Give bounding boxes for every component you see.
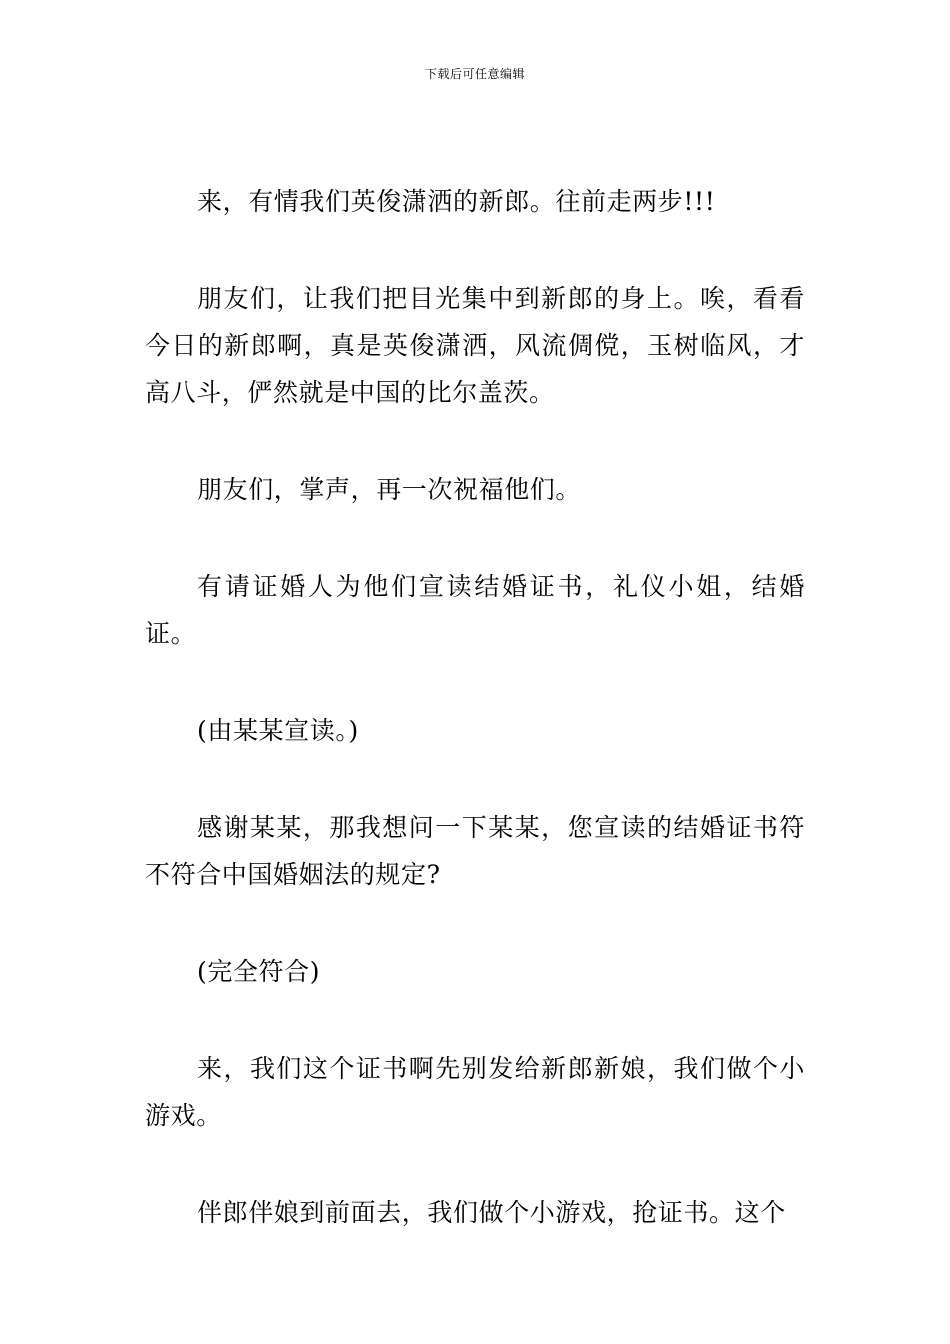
paragraph-2: 朋友们，让我们把目光集中到新郎的身上。唉，看看今日的新郎啊，真是英俊潇洒，风流倜傥，玉树临风，才高八斗，俨然就是中国的比尔盖茨。: [145, 284, 805, 407]
header-note: 下载后可任意编辑: [424, 67, 525, 81]
paragraph-1: 来，有情我们英俊潇洒的新郎。往前走两步!!!: [197, 187, 716, 216]
paragraph-3: 朋友们，掌声，再一次祝福他们。: [197, 475, 582, 504]
paragraph-7: (完全符合): [197, 957, 321, 986]
paragraph-5: (由某某宣读。): [197, 716, 359, 745]
paragraph-6: 感谢某某，那我想问一下某某，您宣读的结婚证书符不符合中国婚姻法的规定?: [145, 813, 805, 889]
document-body: [145, 178, 805, 1286]
paragraph-8: 来，我们这个证书啊先别发给新郎新娘，我们做个小游戏。: [145, 1054, 805, 1130]
paragraph-4: 有请证婚人为他们宣读结婚证书，礼仪小姐，结婚证。: [145, 572, 805, 648]
paragraph-9: 伴郎伴娘到前面去，我们做个小游戏，抢证书。这个: [197, 1198, 786, 1227]
